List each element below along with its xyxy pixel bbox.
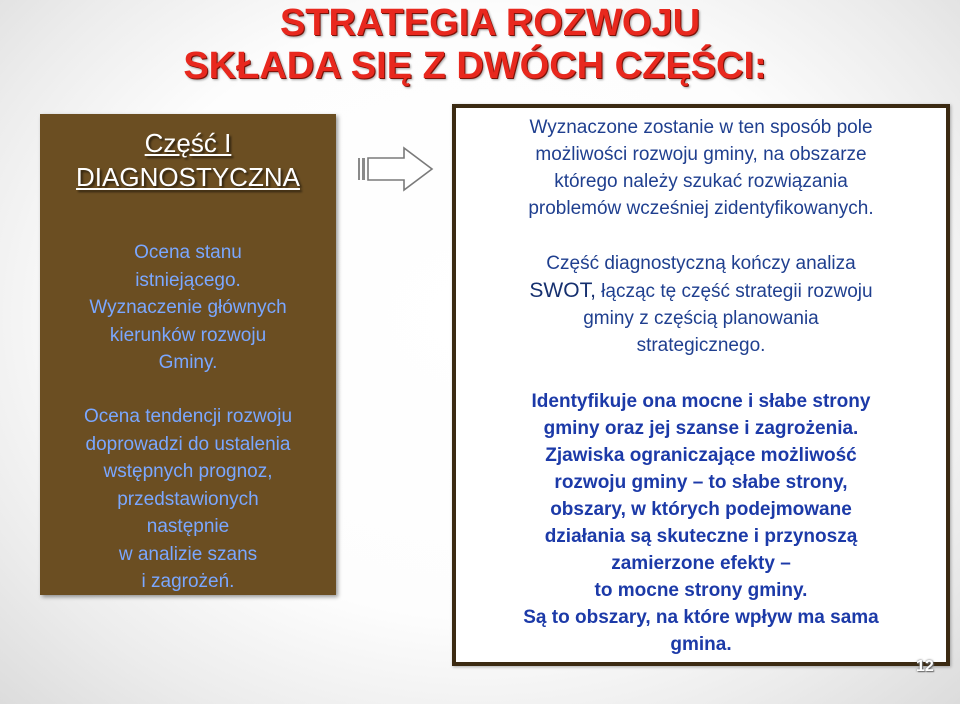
text-line: istniejącego. xyxy=(135,269,241,291)
text-fragment: łącząc tę część strategii rozwoju xyxy=(595,281,873,302)
text-line: rozwoju gminy – to słabe strony, xyxy=(554,472,848,493)
text-line: następnie xyxy=(146,516,230,537)
text-line: możliwości rozwoju gminy, na obszarze xyxy=(535,144,867,165)
description-paragraph-3 xyxy=(456,388,946,658)
text-line xyxy=(456,277,946,305)
text-line: Wyznaczenie głównych xyxy=(89,297,287,318)
diagnostic-part-panel xyxy=(40,114,336,595)
text-line: działania są skuteczne i przynoszą xyxy=(544,526,858,547)
text-line: Gminy. xyxy=(158,352,218,373)
text-line: Część diagnostyczną kończy analiza xyxy=(546,253,856,274)
text-line: Ocena tendencji rozwoju xyxy=(83,406,293,427)
text-line: problemów wcześniej zidentyfikowanych. xyxy=(528,198,874,219)
text-line: Zjawiska ograniczające możliwość xyxy=(545,445,857,466)
slide-title-line2: SKŁADA SIĘ Z DWÓCH CZĘŚCI: xyxy=(183,45,767,87)
text-line: Wyznaczone zostanie w ten sposób pole xyxy=(529,117,873,138)
swot-label: SWOT, xyxy=(529,279,596,302)
text-line: zamierzone efekty – xyxy=(611,553,791,574)
slide-title-line1: STRATEGIA ROZWOJU xyxy=(279,2,701,44)
description-paragraph-2 xyxy=(456,250,946,359)
text-line: Ocena stanu xyxy=(134,242,242,263)
text-line: to mocne strony gminy. xyxy=(594,580,808,601)
panel-paragraph-2 xyxy=(40,403,336,596)
text-line: strategicznego. xyxy=(636,335,766,356)
text-line: Identyfikuje ona mocne i słabe strony xyxy=(531,391,871,412)
text-line: kierunków rozwoju xyxy=(109,324,267,346)
panel-paragraph-1 xyxy=(40,239,336,377)
heading-line: Część I xyxy=(144,128,232,158)
panel-heading xyxy=(40,126,336,194)
text-line: wstępnych prognoz, xyxy=(103,461,273,482)
right-arrow-icon xyxy=(358,146,434,192)
text-line: Są to obszary, na które wpływ ma sama xyxy=(523,607,879,628)
text-line: którego należy szukać rozwiązania xyxy=(554,171,848,192)
description-panel xyxy=(452,104,950,666)
text-line: przedstawionych xyxy=(117,488,259,510)
text-line: obszary, w których podejmowane xyxy=(550,499,852,520)
page-number: 12 xyxy=(916,658,934,675)
heading-line: DIAGNOSTYCZNA xyxy=(76,162,300,192)
text-line: doprowadzi do ustalenia xyxy=(85,433,291,455)
text-line: gmina. xyxy=(670,634,732,655)
text-line: gminy z częścią planowania xyxy=(583,308,819,329)
text-line: i zagrożeń. xyxy=(141,571,235,592)
text-line: gminy oraz jej szanse i zagrożenia. xyxy=(543,418,859,439)
description-paragraph-1 xyxy=(456,114,946,222)
text-line: w analizie szans xyxy=(118,543,258,565)
